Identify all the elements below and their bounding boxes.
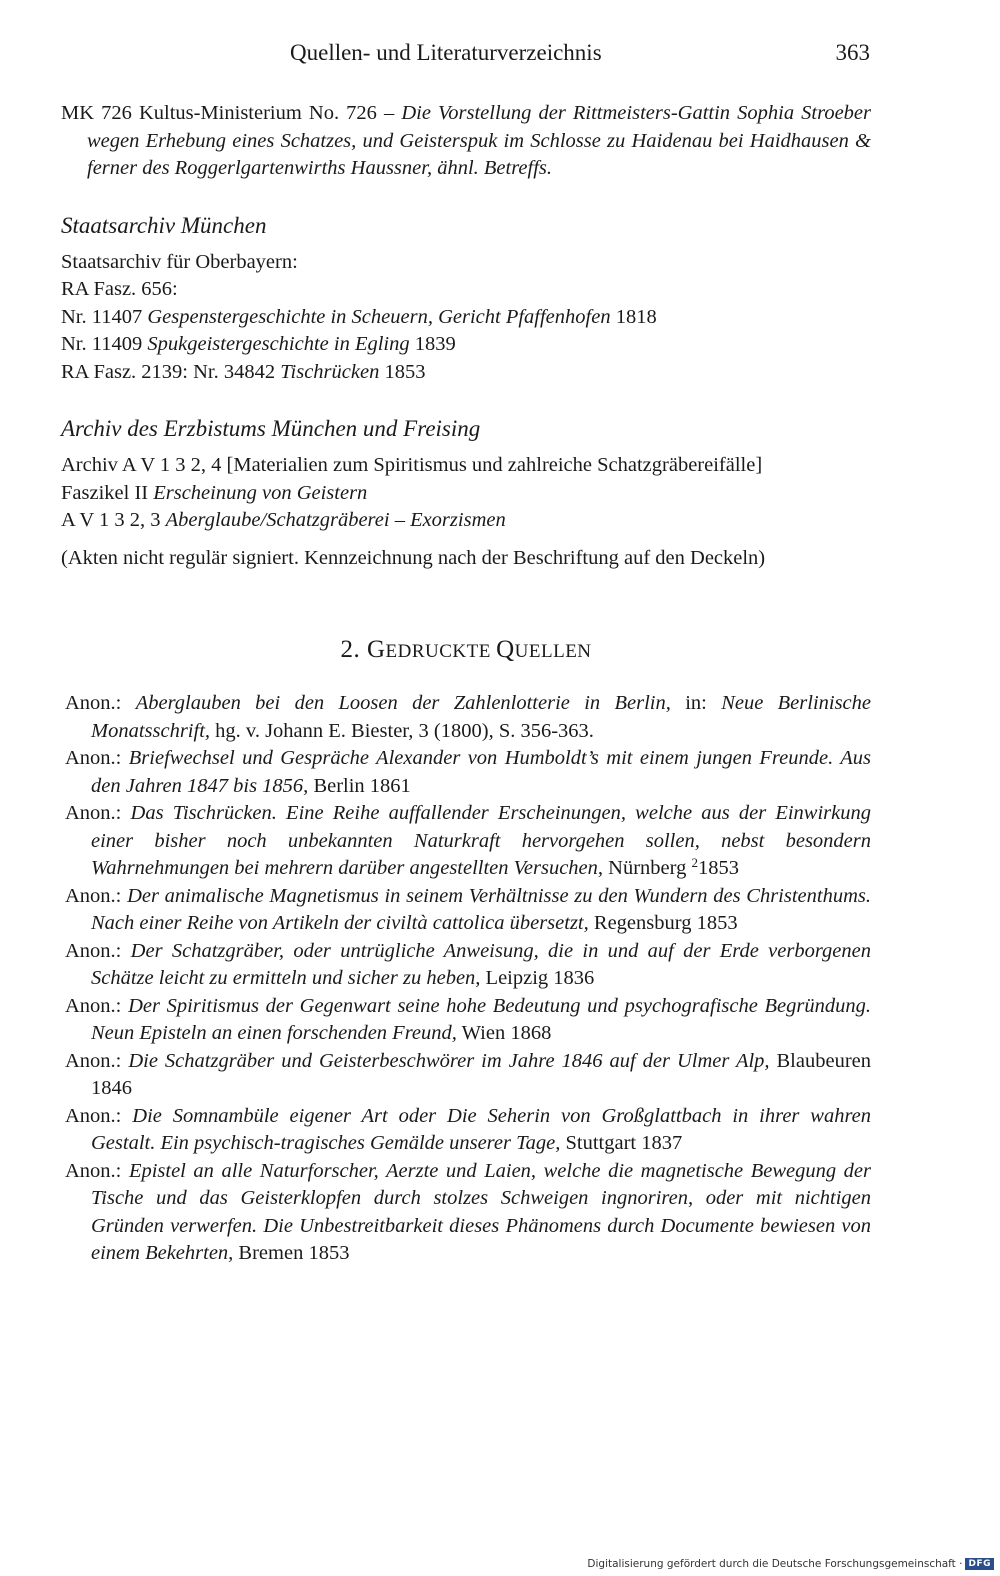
reference-imprint: Berlin 1861 [308,774,411,797]
reference-author: Anon.: [65,692,136,714]
reference-title: Briefwechsel und Gespräche Alexander von Humboldt’s mit einem jungen Freunde. Aus den Jahren 1847 bis 1856, [91,747,872,797]
archive-line [61,276,871,304]
reference-imprint: Stuttgart 1837 [560,1132,683,1154]
reference-item [65,1158,871,1268]
archive-line [61,507,871,535]
reference-author: Anon.: [65,747,129,769]
archive-line-title: Spukgeistergeschichte in Egling [147,333,410,355]
section-heading-erzbistum: Archiv des Erzbistums München und Freising [61,416,481,441]
archive-line-text: Faszikel II [61,481,154,504]
entry-title: Die Vorstellung der Rittmeisters-Gattin Sophia Stroeber wegen Erhebung eines Schatzes, und Geisterspuk im Schlosse zu Haidenau bei Haidhausen & ferner des Roggerlgartenwirths Haussner, ähnl. Betreffs. [87,102,871,179]
archive-line-title: Erscheinung von Geistern [153,481,368,504]
reference-author: Anon.: [65,1049,129,1072]
archive-line-title: Aberglaube/Schatzgräberei – Exorzismen [165,509,506,531]
footer-credit: Digitalisierung gefördert durch die Deutsche Forschungsgemeinschaft · [587,1558,963,1570]
reference-item [65,1048,871,1103]
edition-superscript: 2 [691,855,698,870]
chapter-heading [61,634,871,668]
reference-imprint: Bremen 1853 [233,1242,350,1264]
archive-line [61,304,871,332]
reference-author: Anon.: [65,1104,133,1127]
reference-item [65,938,871,993]
reference-title: Die Schatzgräber und Geisterbeschwörer im Jahre 1846 auf der Ulmer Alp, [128,1049,770,1072]
reference-year: 1853 [697,857,739,879]
reference-item [65,745,871,800]
reference-title: Das Tischrücken. Eine Reihe auffallender Erscheinungen, welche aus der Einwirkung einer bisher noch unbekannten Naturkraft hervorgehen sollen, nebst besondern Wahrnehmungen bei mehrern darüber angestellten Versuchen, [91,802,871,879]
reference-connector: in: [670,692,722,714]
archive-line-year: 1818 [610,305,657,328]
reference-item [65,690,871,745]
archive-line-year: 1853 [379,360,426,383]
archive-line-text: Archiv A V 1 3 2, 4 [Materialien zum Spiritismus und zahlreiche Schatzgräbereifälle] [61,454,763,476]
reference-imprint: Blaubeuren 1846 [91,1049,871,1099]
reference-imprint: Nürnberg [603,857,692,879]
digitization-footer [587,1558,994,1570]
reference-imprint: Wien 1868 [456,1022,552,1044]
archive-line [61,249,871,277]
chapter-cap: G [366,636,386,663]
archive-line-text: Nr. 11409 [61,333,148,355]
page-body [61,100,871,1268]
reference-imprint: Leipzig 1836 [480,967,595,989]
archive-line-text: RA Fasz. 656: [61,278,178,300]
reference-title: Die Somnambüle eigener Art oder Die Seherin von Großglattbach in ihrer wahren Gestalt. Ein psychisch-tragisches Gemälde unserer Tage, [91,1104,872,1154]
reference-author: Anon.: [65,994,129,1017]
reference-imprint: Regensburg 1853 [588,912,738,934]
chapter-cap: Q [496,636,515,663]
archive-line-title: Gespenstergeschichte in Scheuern, Gericht Pfaffenhofen [147,305,611,328]
section-heading-staatsarchiv: Staatsarchiv München [61,212,267,238]
reference-author: Anon.: [65,1159,129,1182]
reference-journal: Neue Berlinische Monatsschrift, [91,692,872,742]
page-number: 363 [835,40,870,65]
reference-list [65,690,871,1268]
reference-title: Epistel an alle Naturforscher, Aerzte und Laien, welche die magnetische Bewegung der Tische und das Geisterklopfen durch stolzes Schweigen ingnoriren, oder mit nichtigen Gründen verwerfen. Die Unbestreitbarkeit dieses Phänomens durch Documente bewiesen von einem Bekehrten, [91,1159,871,1264]
erzbistum-list [61,452,871,572]
staatsarchiv-list [61,249,871,387]
reference-title: Der Schatzgräber, oder untrügliche Anweisung, die in und auf der Erde verborgenen Schätze leicht zu ermitteln und sicher zu heben, [91,939,871,989]
archive-line [61,480,871,508]
archive-line-text: A V 1 3 2, 3 [61,509,166,531]
archive-line [61,359,871,387]
reference-author: Anon.: [65,802,131,824]
archive-line-text: RA Fasz. 2139: Nr. 34842 [61,360,281,383]
archive-line [61,452,871,480]
archive-entry-mk726 [61,100,871,183]
reference-author: Anon.: [65,884,128,907]
archive-note: (Akten nicht regulär signiert. Kennzeichnung nach der Beschriftung auf den Deckeln) [61,546,766,569]
archive-line-year: 1839 [409,333,456,355]
running-head-title: Quellen- und Literaturverzeichnis [290,40,602,65]
reference-title: Der animalische Magnetismus in seinem Verhältnisse zu den Wundern des Christenthums. Nach einer Reihe von Artikeln der civiltà cattolica übersetzt, [91,884,871,934]
reference-item [65,1103,871,1158]
dfg-logo-icon: DFG [965,1558,994,1570]
chapter-smallcaps: UELLEN [514,641,592,662]
reference-title: Der Spiritismus der Gegenwart seine hohe Bedeutung und psychografische Begründung. Neun Episteln an einen forschenden Freund, [91,994,872,1044]
chapter-number: 2. [340,636,367,663]
entry-signature: MK 726 Kultus-Ministerium No. 726 – [61,102,402,124]
archive-line-text: Staatsarchiv für Oberbayern: [61,250,298,273]
reference-imprint: hg. v. Johann E. Biester, 3 (1800), S. 356-363. [210,719,594,742]
reference-item [65,883,871,938]
reference-item [65,993,871,1048]
archive-line-title: Tischrücken [280,360,380,383]
archive-line [61,331,871,359]
reference-title: Aberglauben bei den Loosen der Zahlenlotterie in Berlin, [135,692,671,714]
chapter-smallcaps: EDRUCKTE [385,641,497,662]
reference-author: Anon.: [65,939,131,962]
archive-line-text: Nr. 11407 [61,305,148,328]
reference-item [65,800,871,883]
